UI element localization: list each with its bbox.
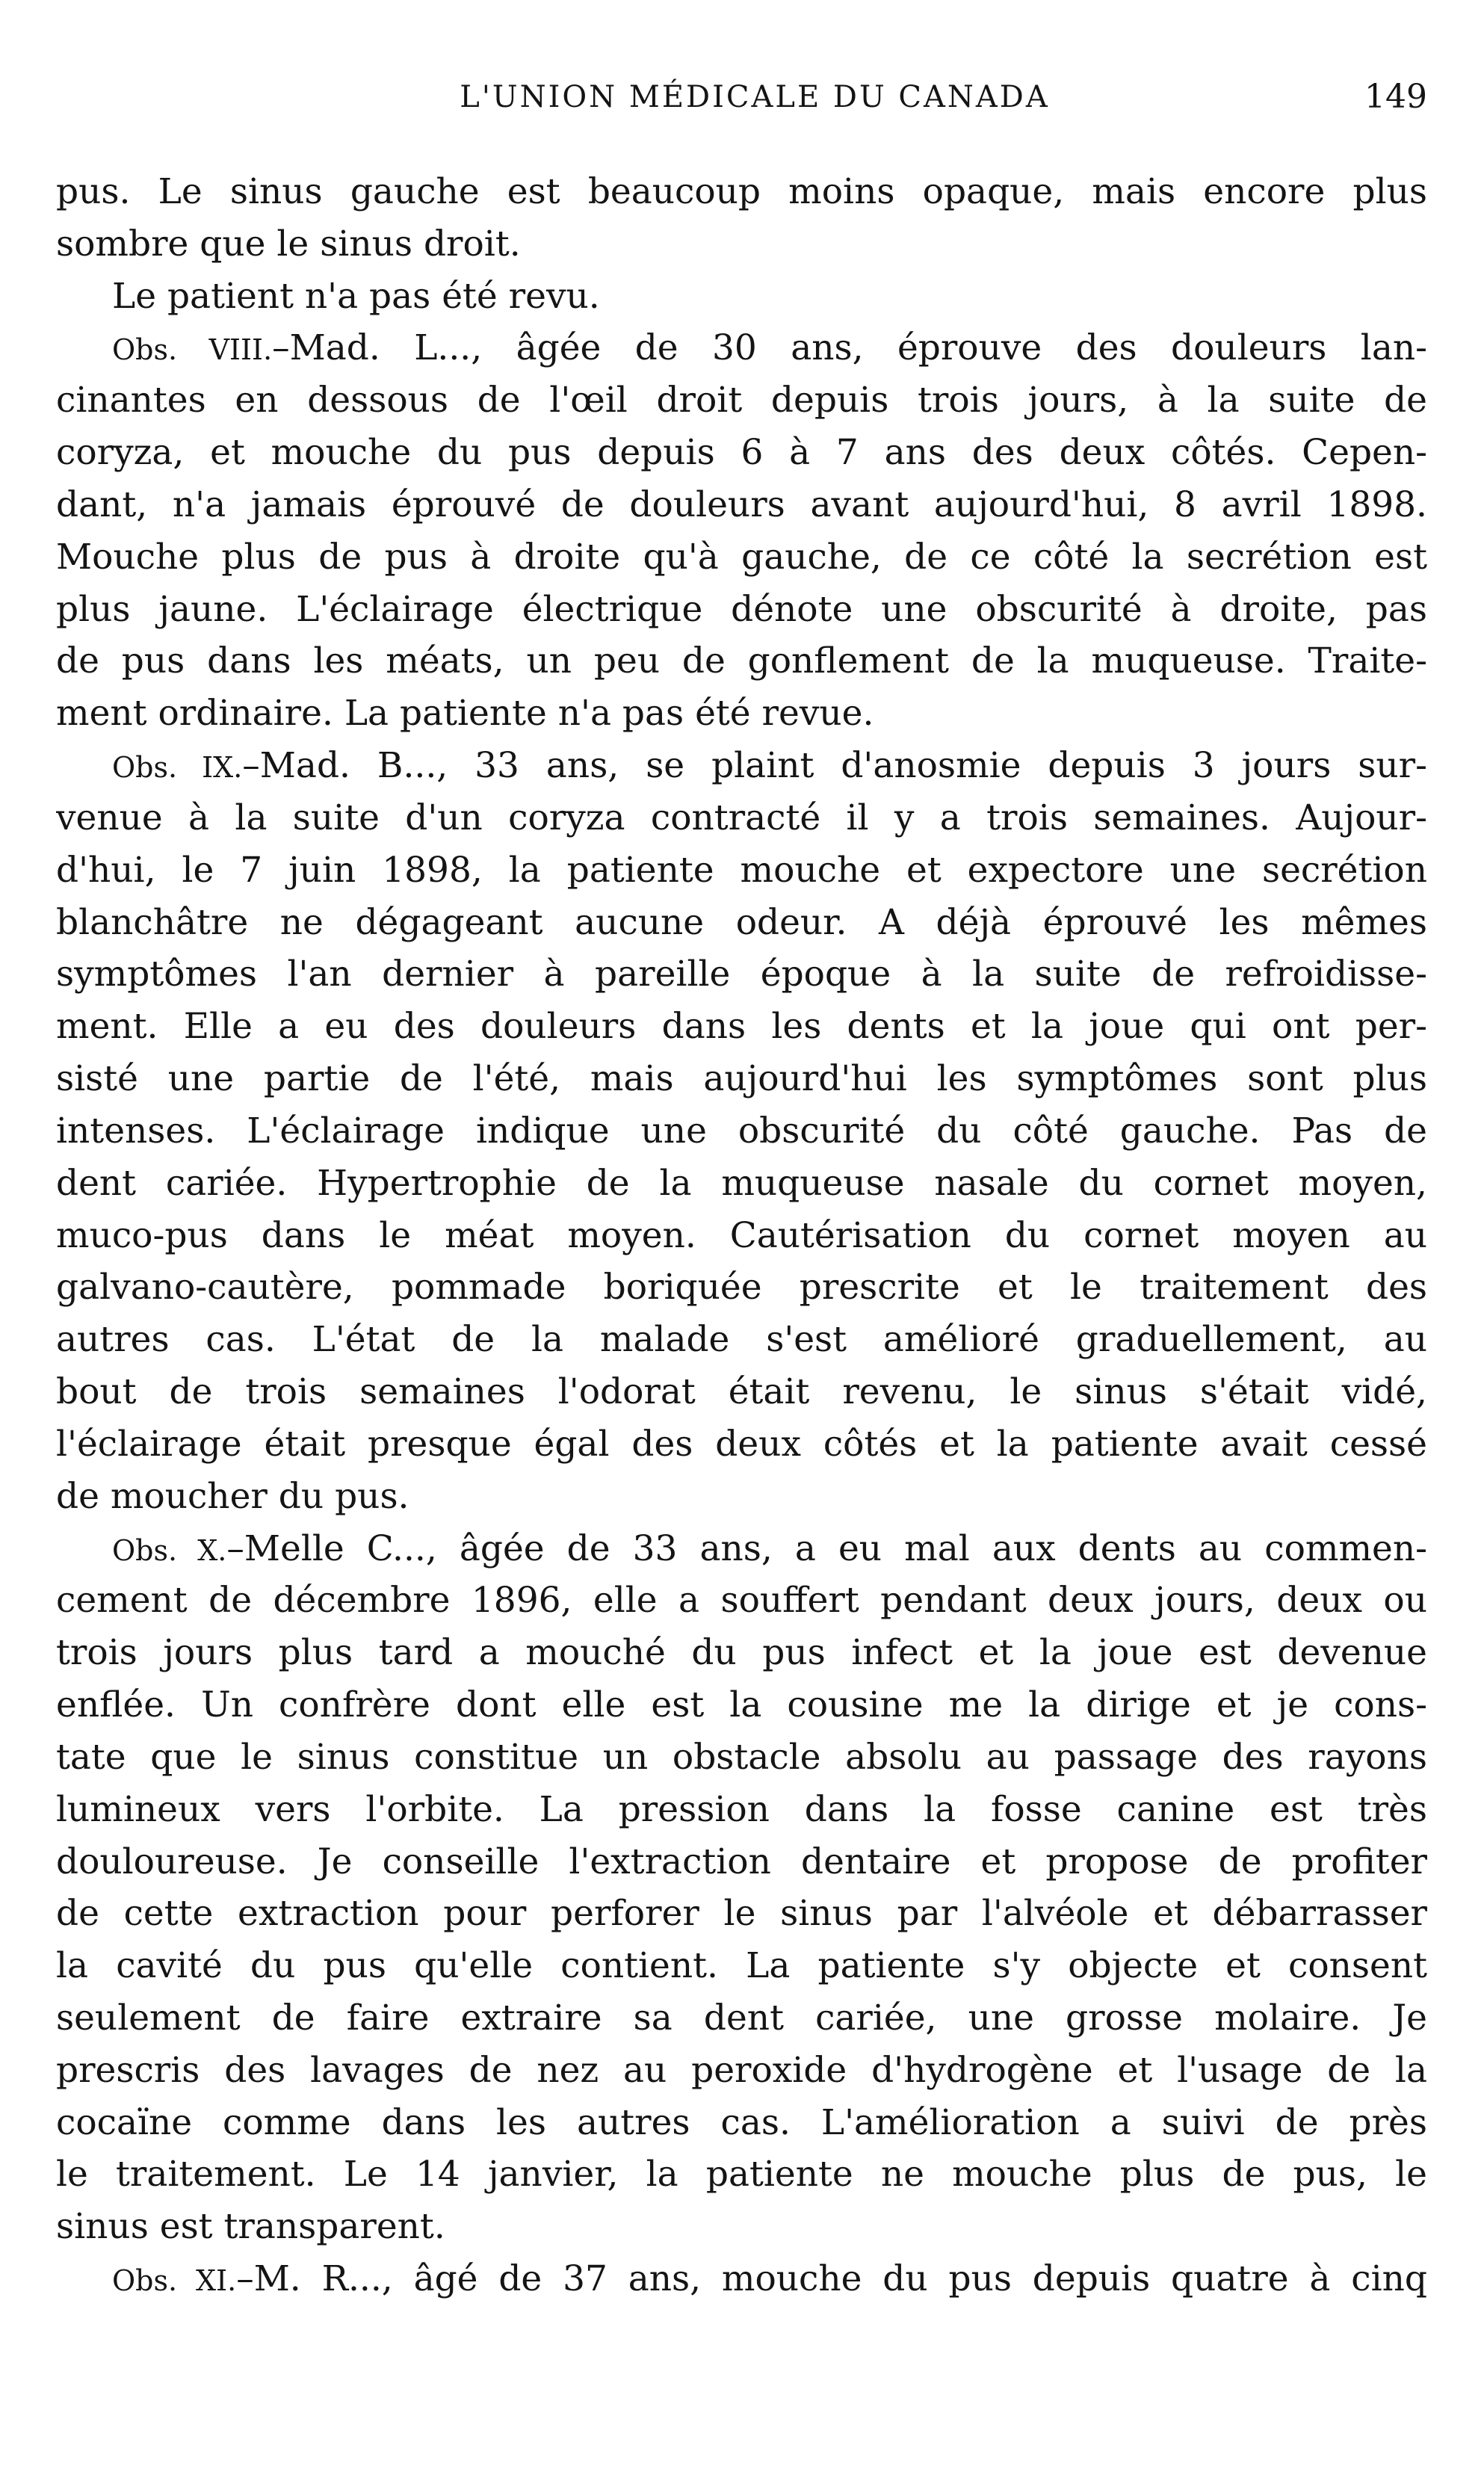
text-line bbox=[56, 166, 1427, 218]
text-line bbox=[56, 740, 1427, 792]
text-line bbox=[56, 1575, 1427, 1627]
line-text: cinantes en dessous de l'œil droit depuis trois jours, à la suite de bbox=[56, 380, 1427, 421]
text-line bbox=[56, 687, 1427, 740]
page-number: 149 bbox=[1364, 78, 1427, 116]
line-text: –M. R..., âgé de 37 ans, mouche du pus depuis quatre à cinq bbox=[236, 2258, 1427, 2300]
text-line bbox=[56, 1261, 1427, 1314]
line-text: galvano-cautère, pommade boriquée prescrite et le traitement des bbox=[56, 1267, 1427, 1308]
text-line bbox=[56, 374, 1427, 427]
text-line bbox=[56, 1001, 1427, 1053]
line-text: Le patient n'a pas été revu. bbox=[112, 275, 600, 317]
line-text: sinus est transparent. bbox=[56, 2206, 445, 2248]
line-text: dent cariée. Hypertrophie de la muqueuse nasale du cornet moyen, bbox=[56, 1162, 1427, 1204]
text-line bbox=[56, 635, 1427, 687]
line-text: d'hui, le 7 juin 1898, la patiente mouche et expectore une secrétion bbox=[56, 849, 1427, 891]
text-line bbox=[56, 322, 1427, 374]
text-line bbox=[56, 2097, 1427, 2149]
text-line bbox=[56, 1992, 1427, 2045]
page-header bbox=[56, 75, 1427, 120]
text-line bbox=[56, 1105, 1427, 1158]
text-line bbox=[56, 897, 1427, 949]
line-text: venue à la suite d'un coryza contracté il y a trois semaines. Aujour- bbox=[56, 797, 1427, 838]
observation-label: Obs. X. bbox=[112, 1533, 227, 1567]
text-line bbox=[56, 218, 1427, 271]
running-title: L'UNION MÉDICALE DU CANADA bbox=[460, 80, 1050, 114]
text-line bbox=[56, 2253, 1427, 2305]
line-text: sisté une partie de l'été, mais aujourd'hui les symptômes sont plus bbox=[56, 1058, 1427, 1100]
text-line bbox=[56, 1940, 1427, 1992]
line-text: seulement de faire extraire sa dent cariée, une grosse molaire. Je bbox=[56, 1997, 1427, 2039]
text-line bbox=[56, 1731, 1427, 1784]
text-line bbox=[56, 844, 1427, 897]
line-text: autres cas. L'état de la malade s'est amélioré graduellement, au bbox=[56, 1319, 1427, 1361]
line-text: dant, n'a jamais éprouvé de douleurs avant aujourd'hui, 8 avril 1898. bbox=[56, 483, 1427, 525]
line-text: muco-pus dans le méat moyen. Cautérisation du cornet moyen au bbox=[56, 1214, 1427, 1256]
text-line bbox=[56, 1053, 1427, 1105]
line-text: de moucher du pus. bbox=[56, 1475, 409, 1517]
line-text: prescris des lavages de nez au peroxide d'hydrogène et l'usage de la bbox=[56, 2049, 1427, 2091]
line-text: douloureuse. Je conseille l'extraction dentaire et propose de profiter bbox=[56, 1841, 1427, 1882]
text-line bbox=[56, 1158, 1427, 1210]
text-line bbox=[56, 1784, 1427, 1836]
line-text: –Mad. B..., 33 ans, se plaint d'anosmie depuis 3 jours sur- bbox=[242, 745, 1427, 787]
text-line bbox=[56, 1627, 1427, 1679]
line-text: trois jours plus tard a mouché du pus infect et la joue est devenue bbox=[56, 1632, 1427, 1674]
line-text: cocaïne comme dans les autres cas. L'amélioration a suivi de près bbox=[56, 2101, 1427, 2143]
line-text: de cette extraction pour perforer le sinus par l'alvéole et débarrasser bbox=[56, 1893, 1427, 1935]
text-line bbox=[56, 1210, 1427, 1262]
line-text: l'éclairage était presque égal des deux côtés et la patiente avait cessé bbox=[56, 1423, 1427, 1465]
line-text: le traitement. Le 14 janvier, la patiente ne mouche plus de pus, le bbox=[56, 2154, 1427, 2195]
line-text: cement de décembre 1896, elle a souffert pendant deux jours, deux ou bbox=[56, 1580, 1427, 1622]
text-line bbox=[56, 2201, 1427, 2253]
text-line bbox=[56, 1679, 1427, 1731]
line-text: sombre que le sinus droit. bbox=[56, 223, 521, 265]
line-text: de pus dans les méats, un peu de gonflement de la muqueuse. Traite- bbox=[56, 640, 1427, 682]
line-text: tate que le sinus constitue un obstacle absolu au passage des rayons bbox=[56, 1736, 1427, 1778]
line-text: intenses. L'éclairage indique une obscurité du côté gauche. Pas de bbox=[56, 1110, 1427, 1152]
text-line bbox=[56, 1523, 1427, 1575]
observation-label: Obs. XI. bbox=[112, 2264, 237, 2298]
text-line bbox=[56, 1836, 1427, 1888]
text-line bbox=[56, 2148, 1427, 2201]
line-text: lumineux vers l'orbite. La pression dans la fosse canine est très bbox=[56, 1788, 1427, 1830]
line-text: la cavité du pus qu'elle contient. La patiente s'y objecte et consent bbox=[56, 1945, 1427, 1987]
line-text: enflée. Un confrère dont elle est la cousine me la dirige et je cons- bbox=[56, 1684, 1427, 1726]
line-text: –Melle C..., âgée de 33 ans, a eu mal aux dents au commen- bbox=[226, 1527, 1427, 1569]
body-text bbox=[56, 166, 1427, 2305]
text-line bbox=[56, 479, 1427, 531]
line-text: coryza, et mouche du pus depuis 6 à 7 ans des deux côtés. Cepen- bbox=[56, 432, 1427, 474]
observation-label: Obs. IX. bbox=[112, 751, 243, 785]
line-text: –Mad. L..., âgée de 30 ans, éprouve des douleurs lan- bbox=[272, 327, 1427, 369]
line-text: plus jaune. L'éclairage électrique dénote une obscurité à droite, pas bbox=[56, 588, 1427, 630]
line-text: pus. Le sinus gauche est beaucoup moins opaque, mais encore plus bbox=[56, 171, 1427, 212]
text-line bbox=[56, 948, 1427, 1001]
line-text: symptômes l'an dernier à pareille époque à la suite de refroidisse- bbox=[56, 954, 1427, 995]
text-line bbox=[56, 1888, 1427, 1940]
text-line bbox=[56, 271, 1427, 323]
text-line bbox=[56, 1471, 1427, 1523]
text-line bbox=[56, 1418, 1427, 1471]
text-line bbox=[56, 531, 1427, 584]
text-line bbox=[56, 1314, 1427, 1366]
text-line bbox=[56, 427, 1427, 479]
text-line bbox=[56, 1366, 1427, 1418]
line-text: blanchâtre ne dégageant aucune odeur. A déjà éprouvé les mêmes bbox=[56, 901, 1427, 943]
line-text: ment. Elle a eu des douleurs dans les dents et la joue qui ont per- bbox=[56, 1006, 1427, 1048]
line-text: ment ordinaire. La patiente n'a pas été revue. bbox=[56, 693, 874, 735]
text-line bbox=[56, 792, 1427, 844]
text-line bbox=[56, 2045, 1427, 2097]
observation-label: Obs. VIII. bbox=[112, 333, 273, 367]
line-text: Mouche plus de pus à droite qu'à gauche, de ce côté la secrétion est bbox=[56, 536, 1427, 578]
text-line bbox=[56, 584, 1427, 636]
line-text: bout de trois semaines l'odorat était revenu, le sinus s'était vidé, bbox=[56, 1371, 1427, 1413]
